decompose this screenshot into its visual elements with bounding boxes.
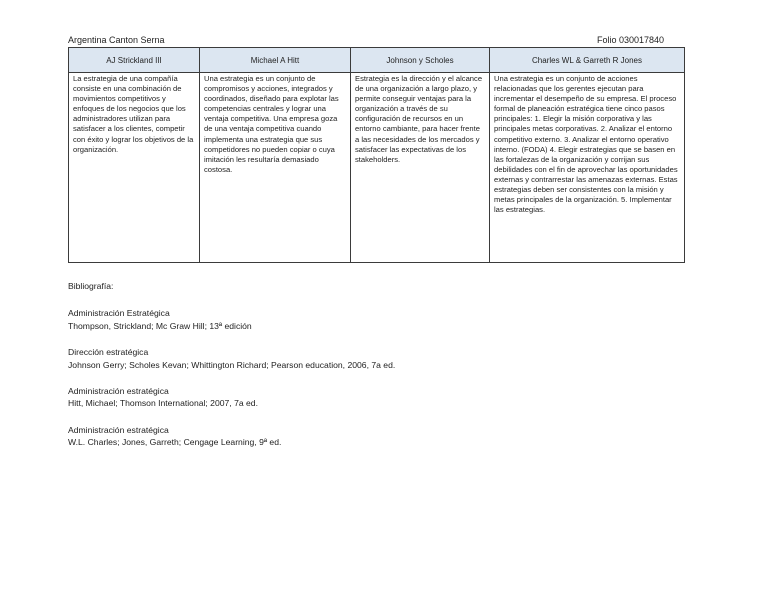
definition-cell: Una estrategia es un conjunto de acciones relacionadas que los gerentes ejecutan para incrementar el desempeño de su empresa. El proceso formal de planeación estratégica tiene cinco pasos principales: 1. Elegir la misión corporativa y las principales metas corporativas. 2. Analizar el entorno competitivo externo. 3. Analizar el entorno operativo interno. (FODA) 4. Elegir estrategias que se basen en las fortalezas de la organización y corrijan sus debilidades con el fin de aprovechar las oportunidades externas y contrarrestar las amenazas externas. Estas estrategias deben ser consistentes con la misión y metas principales de la organización. 5. Implementar las estrategias.	[490, 73, 685, 263]
bibliography-entry	[68, 307, 684, 332]
table-row	[69, 73, 685, 263]
bibliography-entry	[68, 346, 684, 371]
folio-number: Folio 030017840	[597, 35, 665, 45]
strategy-definitions-table	[68, 47, 685, 263]
column-header: Michael A Hitt	[200, 48, 351, 73]
column-header: Johnson y Scholes	[351, 48, 490, 73]
book-detail: Hitt, Michael; Thomson International; 2007, 7a ed.	[68, 398, 258, 409]
definition-cell: La estrategia de una compañía consiste en una combinación de movimientos competitivos y enfoques de los negocios que los administradores utilizan para satisfacer a los clientes, competir con éxito y lograr los objetivos de la organización.	[69, 73, 200, 263]
bibliography-section	[68, 280, 684, 463]
book-detail: Johnson Gerry; Scholes Kevan; Whittington Richard; Pearson education, 2006, 7a ed.	[68, 359, 396, 370]
document-header	[68, 34, 684, 46]
definition-cell: Una estrategia es un conjunto de compromisos y acciones, integrados y coordinados, diseñado para explotar las competencias centrales y lograr una ventaja competitiva. Una empresa goza de una ventaja competitiva cuando implementa una estrategia que sus competidores no pueden copiar o cuya imitación les resultaría demasiado costosa.	[200, 73, 351, 263]
bibliography-title: Bibliografía:	[68, 281, 114, 291]
definition-cell: Estrategia es la dirección y el alcance de una organización a largo plazo, y permite conseguir ventajas para la organización a través de su configuración de recursos en un entorno cambiante, para hacer frente a las necesidades de los mercados y satisfacer las expectativas de los stakeholders.	[351, 73, 490, 263]
book-detail: W.L. Charles; Jones, Garreth; Cengage Learning, 9ª ed.	[68, 437, 282, 448]
table-header-row	[69, 48, 685, 73]
column-header: AJ Strickland III	[69, 48, 200, 73]
book-title: Administración Estratégica	[68, 308, 170, 319]
bibliography-entry	[68, 424, 684, 449]
column-header: Charles WL & Garreth R Jones	[490, 48, 685, 73]
book-title: Administración estratégica	[68, 424, 169, 435]
book-detail: Thompson, Strickland; Mc Graw Hill; 13ª edición	[68, 320, 252, 331]
book-title: Administración estratégica	[68, 386, 169, 397]
book-title: Dirección estratégica	[68, 347, 149, 358]
bibliography-entry	[68, 385, 684, 410]
author-name: Argentina Canton Serna	[68, 35, 165, 45]
